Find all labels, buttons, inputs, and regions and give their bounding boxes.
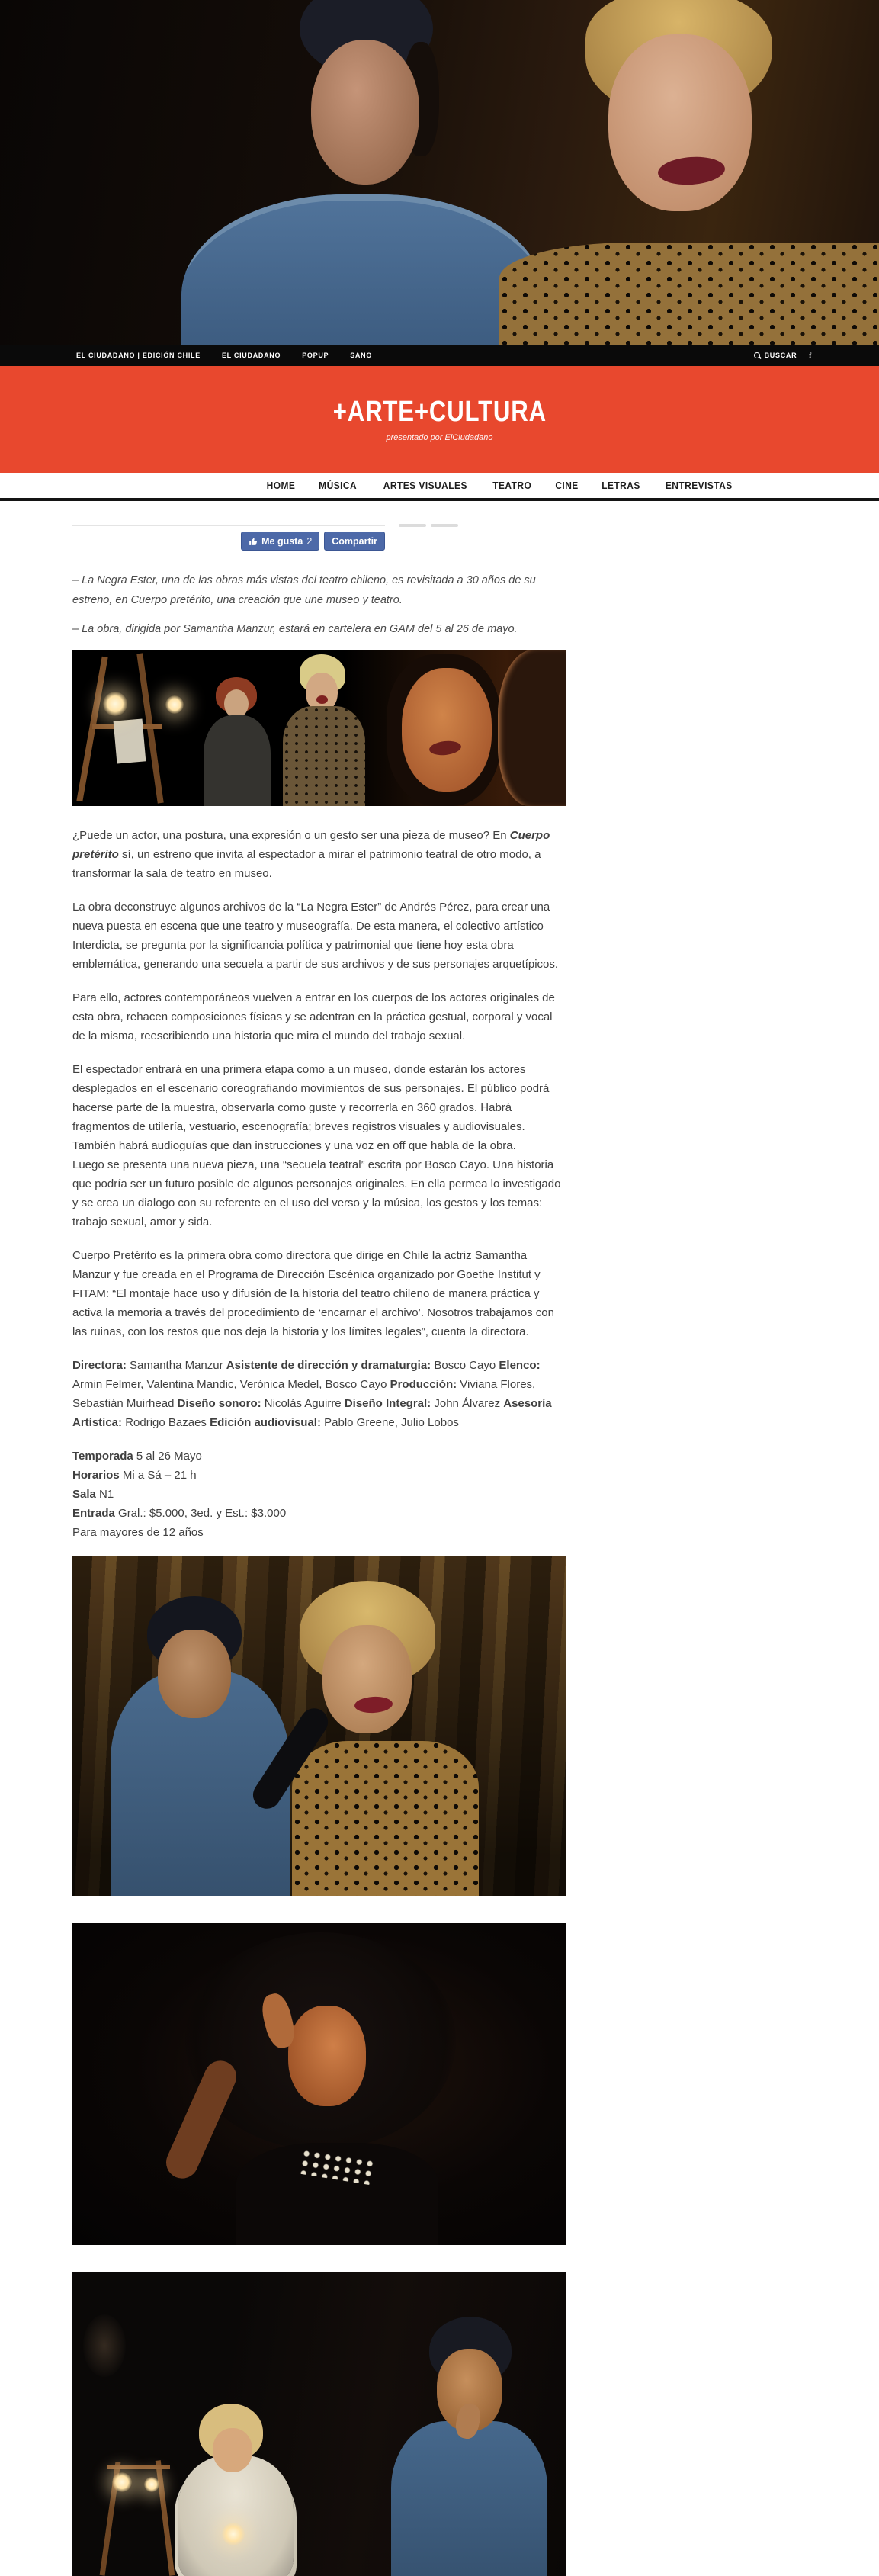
easel-paper-shape bbox=[114, 718, 146, 763]
share-widget bbox=[72, 525, 568, 551]
nav-item-cine[interactable]: CINE bbox=[555, 480, 579, 491]
article-paragraph: La obra deconstruye algunos archivos de la “La Negra Ester” de Andrés Pérez, para crear una nueva puesta en escena que une teatro y museografía. De esta manera, el colectivo artístico Interdicta, se pregunta por la significancia política y patrimonial que tiene hoy esta obra emblemática, generando una secuela a partir de sus archivos y de sus personajes arquetípicos. bbox=[72, 901, 559, 971]
topbar-right-group bbox=[754, 352, 812, 359]
lit-face-shape bbox=[288, 2006, 366, 2106]
nav-item-letras[interactable]: LETRAS bbox=[602, 480, 640, 491]
ladder-rail-shape bbox=[76, 657, 107, 801]
section-masthead bbox=[0, 366, 879, 473]
redhead-face-shape bbox=[224, 689, 249, 718]
thumbs-up-icon bbox=[249, 537, 258, 546]
share-widget-placeholder bbox=[431, 524, 458, 527]
share-widget-placeholder bbox=[399, 524, 426, 527]
article-lead bbox=[72, 570, 568, 639]
share-divider bbox=[72, 525, 385, 526]
singing-mouth-shape bbox=[316, 695, 328, 704]
credits-paragraph: Directora: Samantha Manzur Asistente de dirección y dramaturgia: Bosco Cayo Elenco: Armin Felmer, Valentina Mandic, Verónica Medel, Bosco Cayo Producción: Viviana Flores, Sebastián Muirhead Diseño sonoro: Nicolás Aguirre Diseño Integral: John Álvarez Asesoría Artística: Rodrigo Bazaes Edición audiovisual: Pablo Greene, Julio Lobos bbox=[72, 1359, 552, 1429]
wooden-stand-shape bbox=[107, 2465, 170, 2469]
article-photo-two-actors-curtain bbox=[72, 1556, 566, 1896]
top-navigation-bar bbox=[0, 345, 879, 366]
search-icon bbox=[754, 352, 761, 359]
girl-face-shape bbox=[213, 2428, 252, 2472]
nav-item-musica[interactable]: MÚSICA bbox=[319, 480, 358, 491]
topbar-link-edicion-chile[interactable]: EL CIUDADANO | EDICIÓN CHILE bbox=[76, 352, 201, 359]
article-content bbox=[72, 525, 568, 2576]
lamp-glow bbox=[144, 2477, 159, 2492]
article-photo-stage-panorama bbox=[72, 650, 566, 806]
lamp-glow bbox=[112, 2472, 132, 2492]
like-label: Me gusta bbox=[261, 535, 303, 547]
white-fur-coat-shape bbox=[178, 2456, 294, 2576]
left-actor-face-shape bbox=[158, 1630, 231, 1718]
patterned-robe-shape bbox=[283, 706, 365, 806]
facebook-icon[interactable]: f bbox=[809, 352, 812, 359]
article-paragraph: Para ello, actores contemporáneos vuelven a entrar en los cuerpos de los actores originales de esta obra, rehacen composiciones físicas y se adentran en la práctica gestual, corporal y vocal de la misma, reescribiendo una historia que mira el mundo del trabajo sexual. bbox=[72, 991, 555, 1042]
leopard-print-top-shape bbox=[499, 243, 879, 345]
search-button[interactable] bbox=[754, 352, 797, 359]
article-photo-dark-wig-portrait bbox=[72, 1923, 566, 2245]
left-actor-face-shape bbox=[311, 40, 419, 185]
masthead-tagline: presentado por ElCiudadano bbox=[386, 432, 493, 442]
article-paragraph: Cuerpo Pretérito es la primera obra como directora que dirige en Chile la actriz Samantha Manzur y fue creada en el Programa de Dirección Escénica organizado por Goethe Institut y FITAM: “El montaje hace uso y difusión de la historia del teatro chileno de manera práctica y activa la memoria a través del procedimiento de ‘encarnar el archivo’. Nosotros trabajamos con las ruinas, con los restos que nos deja la historia y los límites legales”, cuenta la directora. bbox=[72, 1249, 554, 1338]
facebook-share-button[interactable] bbox=[324, 532, 385, 551]
nav-item-teatro[interactable]: TEATRO bbox=[492, 480, 532, 491]
article-paragraph: El espectador entrará en una primera etapa como a un museo, donde estarán los actores desplegados en el escenario coreografiando movimientos de sus personajes. El público podrá hacerse parte de la muestra, observarla como guste y recorrerla en 360 grados. Habrá fragmentos de utilería, vestuario, escenografía; breves registros visuales y audiovisuales. También habrá audioguías que dan instrucciones y una voz en off que habla de la obra. Luego se presenta una nueva pieza, una “secuela teatral” escrita por Bosco Cayo. Una historia que podría ser un futuro posible de algunos personajes originales. En ella permea lo investigado y se crea un dialogo con su referente en el uso del verso y la música, los gestos y los temas: trabajo sexual, amor y sida. bbox=[72, 1063, 561, 1229]
share-buttons-row bbox=[72, 532, 385, 551]
search-label: BUSCAR bbox=[764, 352, 797, 359]
topbar-link-popup[interactable]: POPUP bbox=[302, 352, 329, 359]
wooden-stand-shape bbox=[156, 2460, 175, 2576]
article-photo-night-scene bbox=[72, 2272, 566, 2576]
faint-background-face-shape bbox=[83, 2314, 126, 2377]
main-navigation-items bbox=[265, 480, 735, 491]
like-count: 2 bbox=[306, 535, 313, 547]
main-navigation bbox=[0, 473, 879, 501]
topbar-link-sano[interactable]: SANO bbox=[350, 352, 373, 359]
crying-face-shape bbox=[402, 668, 492, 792]
hand-held-light-glow bbox=[222, 2523, 245, 2545]
topbar-link-el-ciudadano[interactable]: EL CIUDADANO bbox=[221, 352, 281, 359]
share-label: Compartir bbox=[332, 535, 377, 547]
right-actor-face-shape bbox=[608, 34, 752, 211]
nav-item-home[interactable]: HOME bbox=[267, 480, 296, 491]
article-paragraph: ¿Puede un actor, una postura, una expresión o un gesto ser una pieza de museo? En Cuerpo pretérito sí, un estreno que invita al espectador a mirar el patrimonio teatral de otro modo, a transformar la sala de teatro en museo. bbox=[72, 829, 550, 880]
hero-photo bbox=[0, 0, 879, 345]
denim-jacket-shape bbox=[391, 2421, 547, 2576]
lead-paragraph: – La obra, dirigida por Samantha Manzur, estará en cartelera en GAM del 5 al 26 de mayo. bbox=[72, 623, 518, 635]
nav-item-entrevistas[interactable]: ENTREVISTAS bbox=[665, 480, 733, 491]
right-actor-face-shape bbox=[322, 1625, 412, 1733]
nav-item-artes-visuales[interactable]: ARTES VISUALES bbox=[383, 480, 467, 491]
stage-light-glow bbox=[103, 692, 127, 716]
facebook-like-button[interactable] bbox=[241, 532, 319, 551]
show-info-block: Temporada 5 al 26 Mayo Horarios Mi a Sá – 21 h Sala N1 Entrada Gral.: $5.000, 3ed. y Est.: $3.000 Para mayores de 12 años bbox=[72, 1450, 287, 1539]
leopard-print-top-shape bbox=[292, 1741, 479, 1896]
lead-paragraph: – La Negra Ester, una de las obras más vistas del teatro chileno, es revisitada a 30 años de su estreno, en Cuerpo pretérito, una creación que une museo y teatro. bbox=[72, 574, 536, 606]
page-title: +ARTE+CULTURA bbox=[332, 395, 547, 428]
redhead-body-shape bbox=[204, 715, 271, 806]
denim-jacket-shape bbox=[181, 194, 544, 345]
profile-silhouette-shape bbox=[498, 650, 566, 806]
stage-light-glow bbox=[165, 695, 184, 714]
